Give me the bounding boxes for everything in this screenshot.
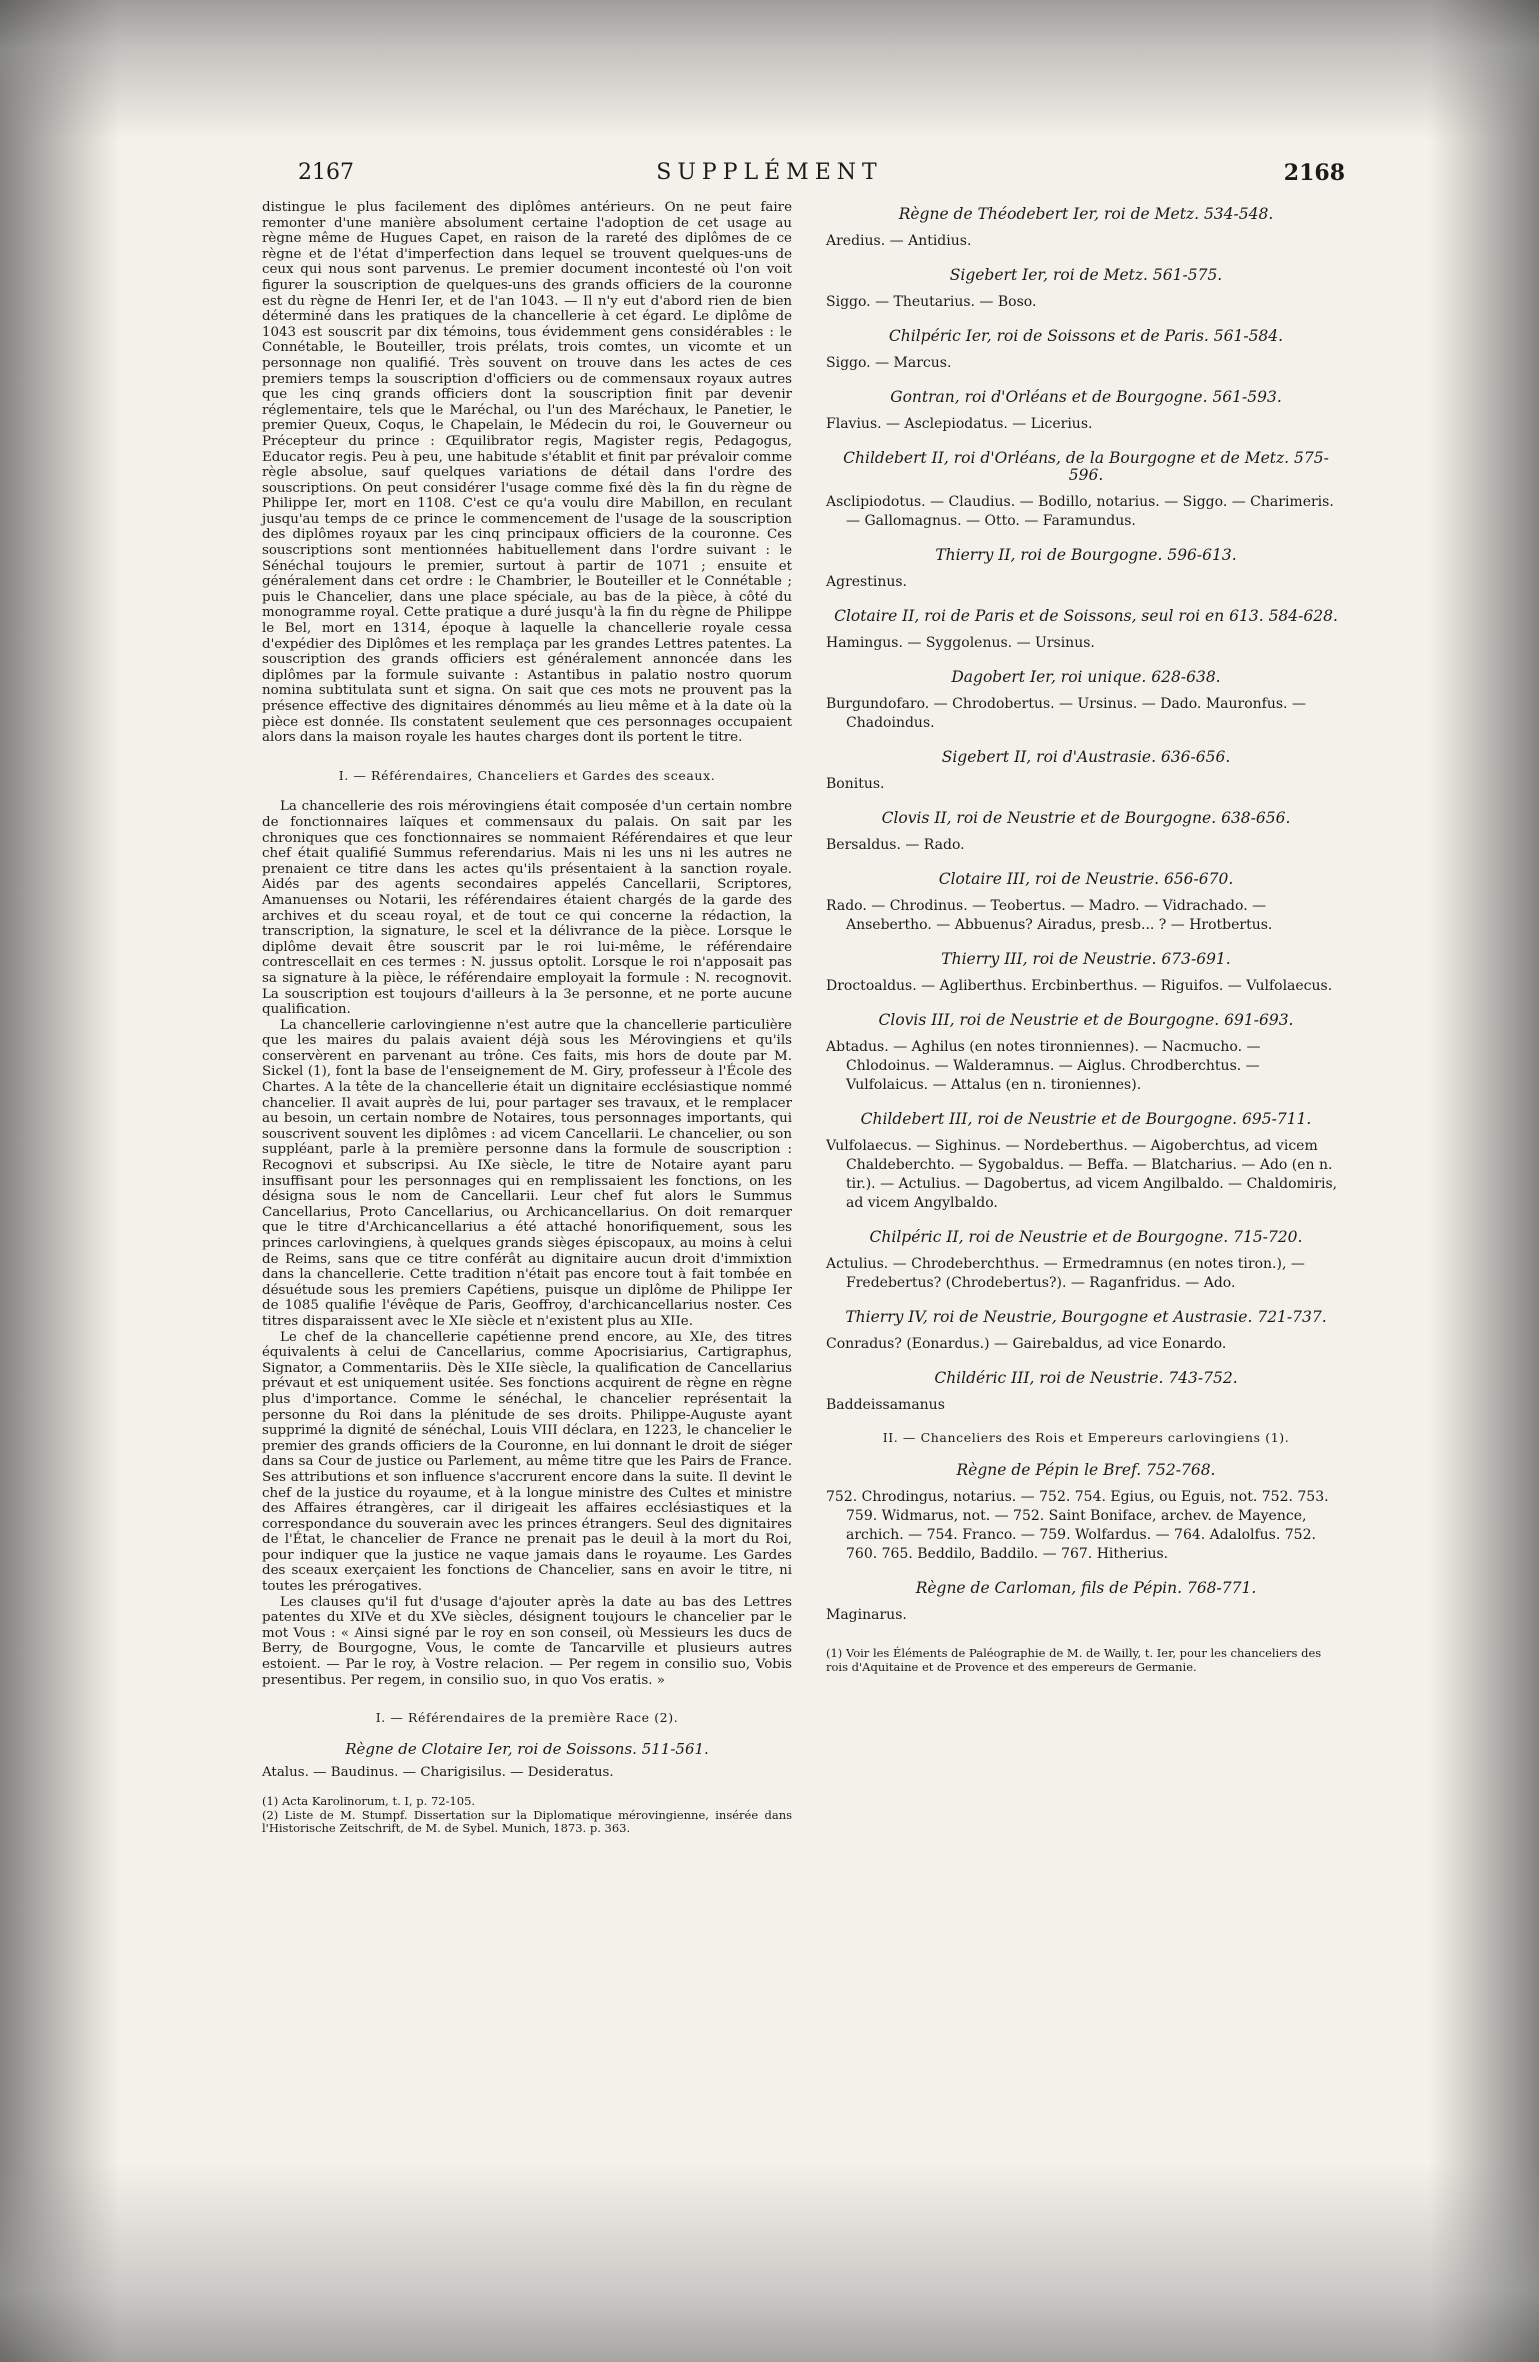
reign-heading: Règne de Carloman, fils de Pépin. 768-771. (915, 1579, 1257, 1597)
reign-heading: Chilpéric II, roi de Neustrie et de Bourgogne. 715-720. (869, 1228, 1303, 1246)
body-paragraph: La chancellerie carlovingienne n'est autre que la chancellerie particulière que les maires du palais avaient déjà sous les Mérovingiens et qu'ils conservèrent en parvenant au trône. Ces faits, mis hors de doute par M. Sickel (1), font la base de l'enseignement de M. Giry, professeur à l'École des Chartes. A la tête de la chancellerie était un dignitaire ecclésiastique nommé chancelier. Il avait auprès de lui, pour partager ses travaux, et le remplacer au besoin, un certain nombre de Notaires, tous personnages importants, qui souscrivent souvent les diplômes : ad vicem Cancellarii. Le chancelier, ou son suppléant, parle à la première personne dans la formule de souscription : Recognovi et subscripsi. Au IXe siècle, le titre de Notaire ayant paru insuffisant pour les personnages qui en remplissaient les fonctions, on les désigna sous le nom de Cancellarii. Leur chef fut alors le Summus Cancellarius, Proto Cancellarius, ou Archicancellarius. On doit remarquer que le titre d'Archicancellarius a été attaché honorifiquement, sous les princes carlovingiens, à quelques grands sièges épiscopaux, au moins à celui de Reims, sans que ce titre conférât au dignitaire aucun droit d'immixtion dans la chancellerie. Cette tradition n'était pas encore tout à fait tombée en désuétude sous les premiers Capétiens, puisque un diplôme de Philippe Ier de 1085 qualifie l'évêque de Paris, Geoffroy, d'archicancellarius noster. Ces titres disparaissent avec le XIe siècle et n'existent plus au XIIe. (262, 1017, 792, 1329)
name-list: Hamingus. — Syggolenus. — Ursinus. (826, 635, 1095, 651)
footnote: (2) Liste de M. Stumpf. Dissertation sur la Diplomatique mérovingienne, insérée dans l'Historische Zeitschrift, de M. de Sybel. Munich, 1873. p. 363. (262, 1807, 792, 1835)
name-list: Baddeissamanus (826, 1397, 945, 1413)
footnote: (1) Voir les Éléments de Paléographie de M. de Wailly, t. Ier, pour les chanceliers des rois d'Aquitaine et de Provence et des empereurs de Germanie. (826, 1646, 1322, 1674)
name-list: Actulius. — Chrodeberchthus. — Ermedramnus (en notes tiron.), — Fredebertus? (Chrodebertus?). — Raganfridus. — Ado. (826, 1256, 1305, 1291)
name-list: Siggo. — Marcus. (826, 355, 952, 371)
name-list: Burgundofaro. — Chrodobertus. — Ursinus. — Dado. Mauronfus. — Chadoindus. (826, 696, 1306, 731)
reign-heading: Chilpéric Ier, roi de Soissons et de Paris. 561-584. (888, 327, 1284, 345)
name-list: Atalus. — Baudinus. — Charigisilus. — Desideratus. (262, 1765, 614, 1781)
scan-shadow-top (0, 0, 1539, 140)
reign-heading: Sigebert II, roi d'Austrasie. 636-656. (941, 748, 1231, 766)
body-paragraph: Le chef de la chancellerie capétienne prend encore, au XIe, des titres équivalents à celui de Cancellarius, comme Apocrisiarius, Cartigraphus, Signator, a Commentariis. Dès le XIIe siècle, la qualification de Cancellarius prévaut et est uniquement usitée. Ses fonctions acquirent de règne en règne plus d'importance. Comme le sénéchal, le chancelier représentait la personne du Roi dans la plénitude de ses droits. Philippe-Auguste ayant supprimé la dignité de sénéchal, Louis VIII déclara, en 1223, le chancelier le premier des grands officiers de la Couronne, en lui donnant le droit de siéger dans sa Cour de justice ou Parlement, au même titre que les Pairs de France. Ses attributions et son influence s'accrurent encore dans la suite. Il devint le chef de la justice du royaume, et à la longue ministre des Cultes et ministre des Affaires étrangères, car il dirigeait les affaires ecclésiastiques et la correspondance du souverain avec les princes étrangers. Seul des dignitaires de l'État, le chancelier de France ne prenait pas le deuil à la mort du Roi, pour indiquer que la justice ne vaque jamais dans le royaume. Les Gardes des sceaux exerçaient les fonctions de Chancelier, sans en avoir le titre, ni toutes les prérogatives. (262, 1329, 792, 1595)
reign-heading: Gontran, roi d'Orléans et de Bourgogne. 561-593. (890, 388, 1282, 406)
page-number-right: 2168 (1283, 160, 1345, 186)
name-list: Bersaldus. — Rado. (826, 837, 965, 853)
name-list: Bonitus. (826, 776, 885, 792)
reign-heading: Clotaire II, roi de Paris et de Soissons, seul roi en 613. 584-628. (834, 607, 1338, 625)
footnotes (262, 1795, 792, 1836)
reign-heading: Thierry II, roi de Bourgogne. 596-613. (935, 546, 1237, 564)
reign-heading: Règne de Théodebert Ier, roi de Metz. 534-548. (898, 205, 1274, 223)
name-list: Siggo. — Theutarius. — Boso. (826, 294, 1037, 310)
running-title: SUPPLÉMENT (656, 160, 883, 185)
scan-shadow-right (1429, 0, 1539, 2362)
section-heading: I. — Référendaires, Chanceliers et Gardes des sceaux. (338, 767, 716, 783)
reign-heading: Childebert III, roi de Neustrie et de Bourgogne. 695-711. (860, 1110, 1312, 1128)
reign-heading: Règne de Clotaire Ier, roi de Soissons. 511-561. (345, 1739, 709, 1758)
reign-heading: Sigebert Ier, roi de Metz. 561-575. (949, 266, 1223, 284)
name-list: Aredius. — Antidius. (826, 233, 972, 249)
reign-heading: Childebert II, roi d'Orléans, de la Bourgogne et de Metz. 575-596. (843, 449, 1329, 484)
intro-paragraph: distingue le plus facilement des diplômes antérieurs. On ne peut faire remonter d'une manière absolument certaine l'adoption de cet usage au règne même de Hugues Capet, en raison de la rareté des diplômes de ce règne et de l'état d'imperfection dans lequel se trouvent quelques-uns de ceux qui nous sont parvenus. Le premier document incontesté où l'on voit figurer la souscription de quelques-uns des grands officiers de la couronne est du règne de Henri Ier, et de l'an 1043. — Il n'y eut d'abord rien de bien déterminé dans les pratiques de la chancellerie à cet égard. Le diplôme de 1043 est souscrit par dix témoins, tous évidemment gens considérables : le Connétable, le Bouteiller, trois prélats, trois comtes, un vicomte et un personnage non qualifié. Très souvent on trouve dans les actes de ces premiers temps la souscription d'officiers ou de commensaux royaux autres que les cinq grands officiers dont la souscription finit par devenir réglementaire, tels que le Maréchal, ou l'un des Maréchaux, le Panetier, le premier Queux, Coqus, le Chapelain, le Médecin du roi, le Gouverneur ou Précepteur du prince : Œquilibrator regis, Magister regis, Pedagogus, Educator regis. Peu à peu, une habitude s'établit et finit par prévaloir comme règle absolue, sauf quelques variations de détail dans l'ordre des souscriptions. On peut considérer l'usage comme fixé dès la fin du règne de Philippe Ier, mort en 1108. C'est ce qu'a voulu dire Mabillon, en reculant jusqu'au temps de ce prince le commencement de l'usage de la souscription des diplômes royaux par les cinq principaux officiers de la couronne. Ces souscriptions sont mentionnées habituellement dans l'ordre suivant : le Sénéchal toujours le premier, surtout à partir de 1071 ; ensuite et généralement dans cet ordre : le Chambrier, le Bouteiller et le Connétable ; puis le Chancelier, dans une place spéciale, au bas de la pièce, à côté du monogramme royal. Cette pratique a duré jusqu'à la fin du règne de Philippe le Bel, mort en 1314, époque à laquelle la chancellerie royale cessa d'expédier des Diplômes et les remplaça par les grandes Lettres patentes. La souscription des grands officiers est généralement annoncée dans les diplômes par la formule suivante : Astantibus in palatio nostro quorum nomina subtitulata sunt et signa. On sait que ces mots ne prouvent pas la présence effective des dignitaires dénommés au lieu même et à la date où la pièce est donnée. Ils constatent seulement que ces personnages occupaient alors dans la maison royale les hautes charges dont ils portent le titre. (262, 200, 792, 746)
reign-heading: Clovis II, roi de Neustrie et de Bourgogne. 638-656. (881, 809, 1291, 827)
right-column (826, 200, 1346, 1674)
name-list: Rado. — Chrodinus. — Teobertus. — Madro. — Vidrachado. — Ansebertho. — Abbuenus? Airadus, presb... ? — Hrotbertus. (826, 898, 1273, 933)
name-list: Flavius. — Asclepiodatus. — Licerius. (826, 416, 1093, 432)
reign-heading: Clovis III, roi de Neustrie et de Bourgogne. 691-693. (878, 1011, 1294, 1029)
name-list: Conradus? (Eonardus.) — Gairebaldus, ad vice Eonardo. (826, 1336, 1227, 1352)
name-list: Asclipiodotus. — Claudius. — Bodillo, notarius. — Siggo. — Charimeris. — Gallomagnus. — Otto. — Faramundus. (826, 494, 1334, 529)
reign-heading: Childéric III, roi de Neustrie. 743-752. (934, 1369, 1238, 1387)
footnote: (1) Acta Karolinorum, t. I, p. 72-105. (262, 1794, 476, 1808)
name-list: Abtadus. — Aghilus (en notes tironniennes). — Nacmucho. — Chlodoinus. — Walderamnus. — Aiglus. Chrodberchtus. — Vulfolaicus. — Attalus (en n. tironiennes). (826, 1039, 1261, 1093)
reign-heading: Thierry III, roi de Neustrie. 673-691. (941, 950, 1231, 968)
name-list: Droctoaldus. — Agliberthus. Ercbinberthus. — Riguifos. — Vulfolaecus. (826, 978, 1333, 994)
name-list: Agrestinus. (826, 574, 908, 590)
reign-heading: Clotaire III, roi de Neustrie. 656-670. (938, 870, 1234, 888)
body-paragraph: La chancellerie des rois mérovingiens était composée d'un certain nombre de fonctionnaires laïques et commensaux du palais. On sait par les chroniques que ces fonctionnaires se nommaient Référendaires et que leur chef était qualifié Summus referendarius. Mais ni les uns ni les autres ne prenaient ce titre dans les actes qu'ils présentaient à la sanction royale. Aidés par des agents secondaires appelés Cancellarii, Scriptores, Amanuenses ou Notarii, les référendaires étaient chargés de la garde des archives et du sceau royal, et de tout ce qui concerne la rédaction, la transcription, la signature, le scel et la délivrance de la pièce. Lorsque le diplôme devait être souscrit par le roi lui-même, le référendaire contrescellait en ces termes : N. jussus optolit. Lorsque le roi n'apposait pas sa signature à la pièce, le référendaire employait la formule : N. recognovit. La souscription est toujours d'ailleurs à la 3e personne, et ne porte aucune qualification. (262, 799, 792, 1018)
scan-shadow-bottom (0, 2162, 1539, 2362)
reign-heading: Règne de Pépin le Bref. 752-768. (956, 1461, 1216, 1479)
section-heading: II. — Chanceliers des Rois et Empereurs carlovingiens (1). (882, 1430, 1290, 1445)
name-list: Maginarus. (826, 1607, 907, 1623)
name-list: 752. Chrodingus, notarius. — 752. 754. Egius, ou Eguis, not. 752. 753. 759. Widmarus, not. — 752. Saint Boniface, archev. de Mayence, archich. — 754. Franco. — 759. Wolfardus. — 764. Adalolfus. 752. 760. 765. Beddilo, Baddilo. — 767. Hitherius. (826, 1489, 1329, 1562)
subsection-heading: I. — Référendaires de la première Race (2). (375, 1710, 679, 1726)
page-number-left: 2167 (298, 160, 354, 185)
reign-heading: Thierry IV, roi de Neustrie, Bourgogne et Austrasie. 721-737. (845, 1308, 1327, 1326)
body-paragraph: Les clauses qu'il fut d'usage d'ajouter après la date au bas des Lettres patentes du XIVe et du XVe siècles, désignent toujours le chancelier par le mot Vous : « Ainsi signé par le roy en son conseil, où Messieurs les ducs de Berry, de Bourgogne, Vous, le comte de Tancarville et plusieurs autres estoient. — Par le roy, à Vostre relacion. — Per regem in consilio suo, Vobis presentibus. Per regem, in consilio suo, in quo Vos eratis. » (262, 1594, 792, 1688)
name-list: Vulfolaecus. — Sighinus. — Nordeberthus. — Aigoberchtus, ad vicem Chaldeberchto. — Sygobaldus. — Beffa. — Blatcharius. — Ado (en n. tir.). — Actulius. — Dagobertus, ad vicem Angilbaldo. — Chaldomiris, ad vicem Angylbaldo. (826, 1138, 1338, 1211)
reign-heading: Dagobert Ier, roi unique. 628-638. (951, 668, 1221, 686)
left-column (262, 200, 792, 1836)
scan-shadow-left (0, 0, 120, 2362)
